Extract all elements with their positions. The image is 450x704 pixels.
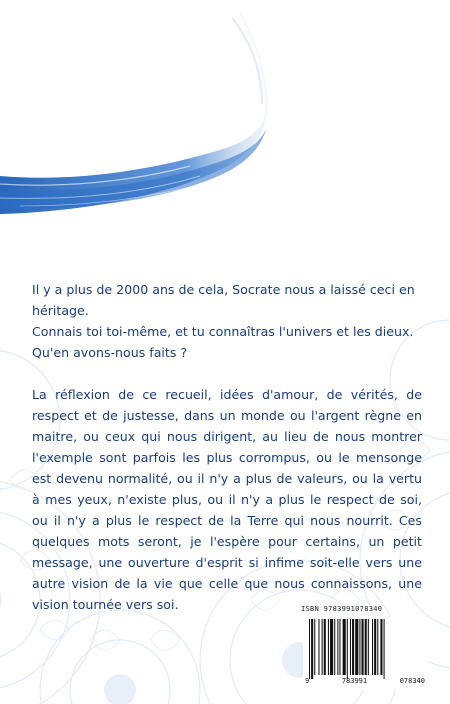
barcode-bar [365, 619, 367, 675]
barcode-bar [339, 619, 340, 675]
barcode-digit-first: 9 [305, 677, 310, 685]
body-paragraph: La réflexion de ce recueil, idées d'amour, de vérités, de respect et de justesse, dans un monde ou l'argent règne en maitre, ou ceux qui nous dirigent, au lieu de nous montrer l'exemple sont parfois les plus corrompus, ou le mensonge est devenu normalité, ou il n'y a plus de valeurs, ou la vertu à mes yeux, n'existe plus, ou il n'y a plus le respect de soi, ou il n'y a plus le respect de la Terre qui nous nourrit. Ces quelques mots seront, je l'espère pour certains, un petit message, une ouverture d'esprit si infime soit-elle vers une autre vision de la vie que celle que nous connaissons, une vision tournée vers soi. [32, 387, 422, 612]
barcode-bar [318, 619, 319, 675]
barcode-bar [374, 619, 376, 675]
barcode-bar [328, 619, 329, 675]
isbn-label: ISBN 9783991078340 [301, 605, 383, 613]
isbn-barcode-block [301, 605, 429, 691]
intro-line-2: Connais toi toi-même, et tu connaîtras l'univers et les dieux. [32, 324, 414, 339]
barcode-bar [322, 619, 323, 675]
barcode-bar [377, 619, 378, 675]
blue-brush-stroke [0, 0, 450, 260]
back-cover-text [32, 279, 422, 615]
barcode-digits [303, 677, 427, 685]
barcode-bar [347, 619, 348, 679]
barcode-bar [330, 619, 333, 675]
barcode [303, 617, 427, 689]
barcode-digits-left: 783991 [341, 677, 368, 685]
barcode-bar [372, 619, 373, 675]
barcode-bar [368, 619, 369, 675]
barcode-bar [350, 619, 351, 675]
barcode-bar [311, 619, 313, 679]
barcode-bar [362, 619, 364, 675]
barcode-bar [314, 619, 315, 675]
barcode-bar [352, 619, 354, 675]
intro-line-3: Qu'en avons-nous faits ? [32, 345, 188, 360]
barcode-bar [380, 619, 382, 675]
barcode-bar [343, 619, 346, 675]
intro-line-1: Il y a plus de 2000 ans de cela, Socrate nous a laissé ceci en héritage. [32, 282, 415, 318]
barcode-bars [303, 619, 427, 679]
barcode-digits-right: 078340 [399, 677, 425, 685]
barcode-bar [337, 619, 338, 675]
barcode-bar [384, 619, 385, 679]
barcode-bar [334, 619, 335, 675]
barcode-bar [355, 619, 358, 675]
barcode-bar [324, 619, 326, 675]
barcode-bar [309, 619, 310, 679]
barcode-bar [359, 619, 360, 675]
